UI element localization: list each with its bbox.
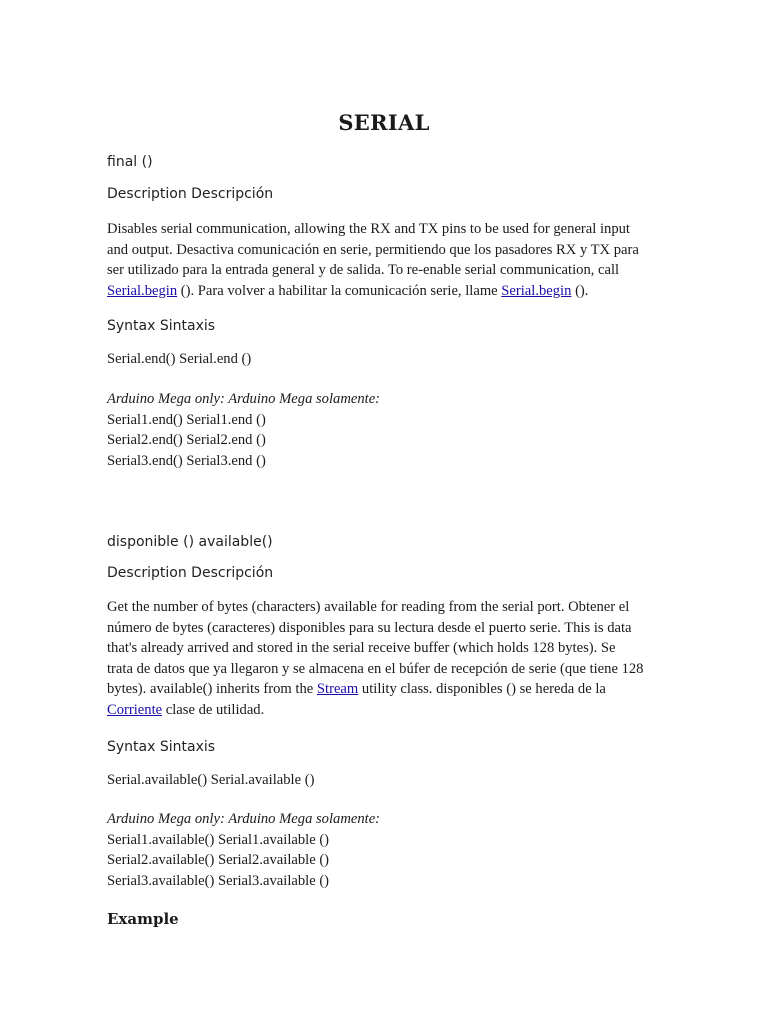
description-paragraph	[107, 219, 667, 301]
mega-syntax-line: Serial2.end() Serial2.end ()	[107, 432, 266, 448]
syntax-line: Serial.available() Serial.available ()	[107, 772, 315, 788]
stream-link[interactable]: Stream	[316, 681, 359, 697]
description-text: (). Para volver a habilitar la comunicación serie, llame	[177, 282, 502, 299]
syntax-heading: Syntax Sintaxis	[107, 318, 216, 334]
mega-syntax-line: Serial1.available() Serial1.available ()	[107, 831, 330, 848]
example-heading: Example	[107, 910, 179, 928]
description-line	[107, 679, 667, 700]
mega-block	[107, 389, 667, 471]
description-line: that's already arrived and stored in the serial receive buffer (which holds 128 bytes). Se	[107, 640, 616, 656]
description-line: trata de datos que ya llegaron y se almacena en el búfer de recepción de serie (que tiene 128	[107, 660, 644, 677]
serial-begin-link[interactable]: Serial.begin	[107, 282, 178, 299]
description-line: ser utilizado para la entrada general y de salida. To re-enable serial communication, call	[107, 262, 620, 278]
mega-syntax-line: Serial3.end() Serial3.end ()	[107, 452, 266, 469]
serial-begin-link[interactable]: Serial.begin	[501, 282, 572, 299]
description-line	[107, 281, 667, 302]
description-paragraph	[107, 597, 667, 720]
description-heading: Description Descripción	[107, 186, 274, 202]
description-line: número de bytes (caracteres) disponibles para su lectura desde el puerto serie. This is data	[107, 619, 632, 636]
description-text: bytes). available() inherits from the	[107, 681, 317, 697]
description-text: utility class. disponibles () se hereda de la	[358, 681, 606, 697]
description-line: Disables serial communication, allowing the RX and TX pins to be used for general input	[107, 221, 630, 237]
syntax-line: Serial.end() Serial.end ()	[107, 351, 252, 367]
page-title: SERIAL	[338, 110, 430, 135]
mega-block	[107, 809, 667, 891]
mega-note: Arduino Mega only: Arduino Mega solamente:	[107, 391, 381, 407]
function-name-available: disponible () available()	[107, 534, 273, 550]
description-line: Get the number of bytes (characters) available for reading from the serial port. Obtener el	[107, 599, 630, 615]
description-line: and output. Desactiva comunicación en serie, permitiendo que los pasadores RX y TX para	[107, 241, 639, 258]
function-name-end: final ()	[107, 154, 153, 170]
mega-syntax-line: Serial3.available() Serial3.available ()	[107, 872, 330, 889]
mega-syntax-line: Serial2.available() Serial2.available ()	[107, 852, 330, 868]
mega-note: Arduino Mega only: Arduino Mega solamente:	[107, 811, 381, 827]
description-heading: Description Descripción	[107, 565, 274, 581]
mega-syntax-line: Serial1.end() Serial1.end ()	[107, 411, 266, 428]
syntax-heading: Syntax Sintaxis	[107, 739, 216, 755]
description-text: clase de utilidad.	[162, 701, 265, 718]
description-text: ().	[571, 282, 589, 299]
description-line	[107, 700, 667, 721]
corriente-link[interactable]: Corriente	[107, 701, 163, 718]
